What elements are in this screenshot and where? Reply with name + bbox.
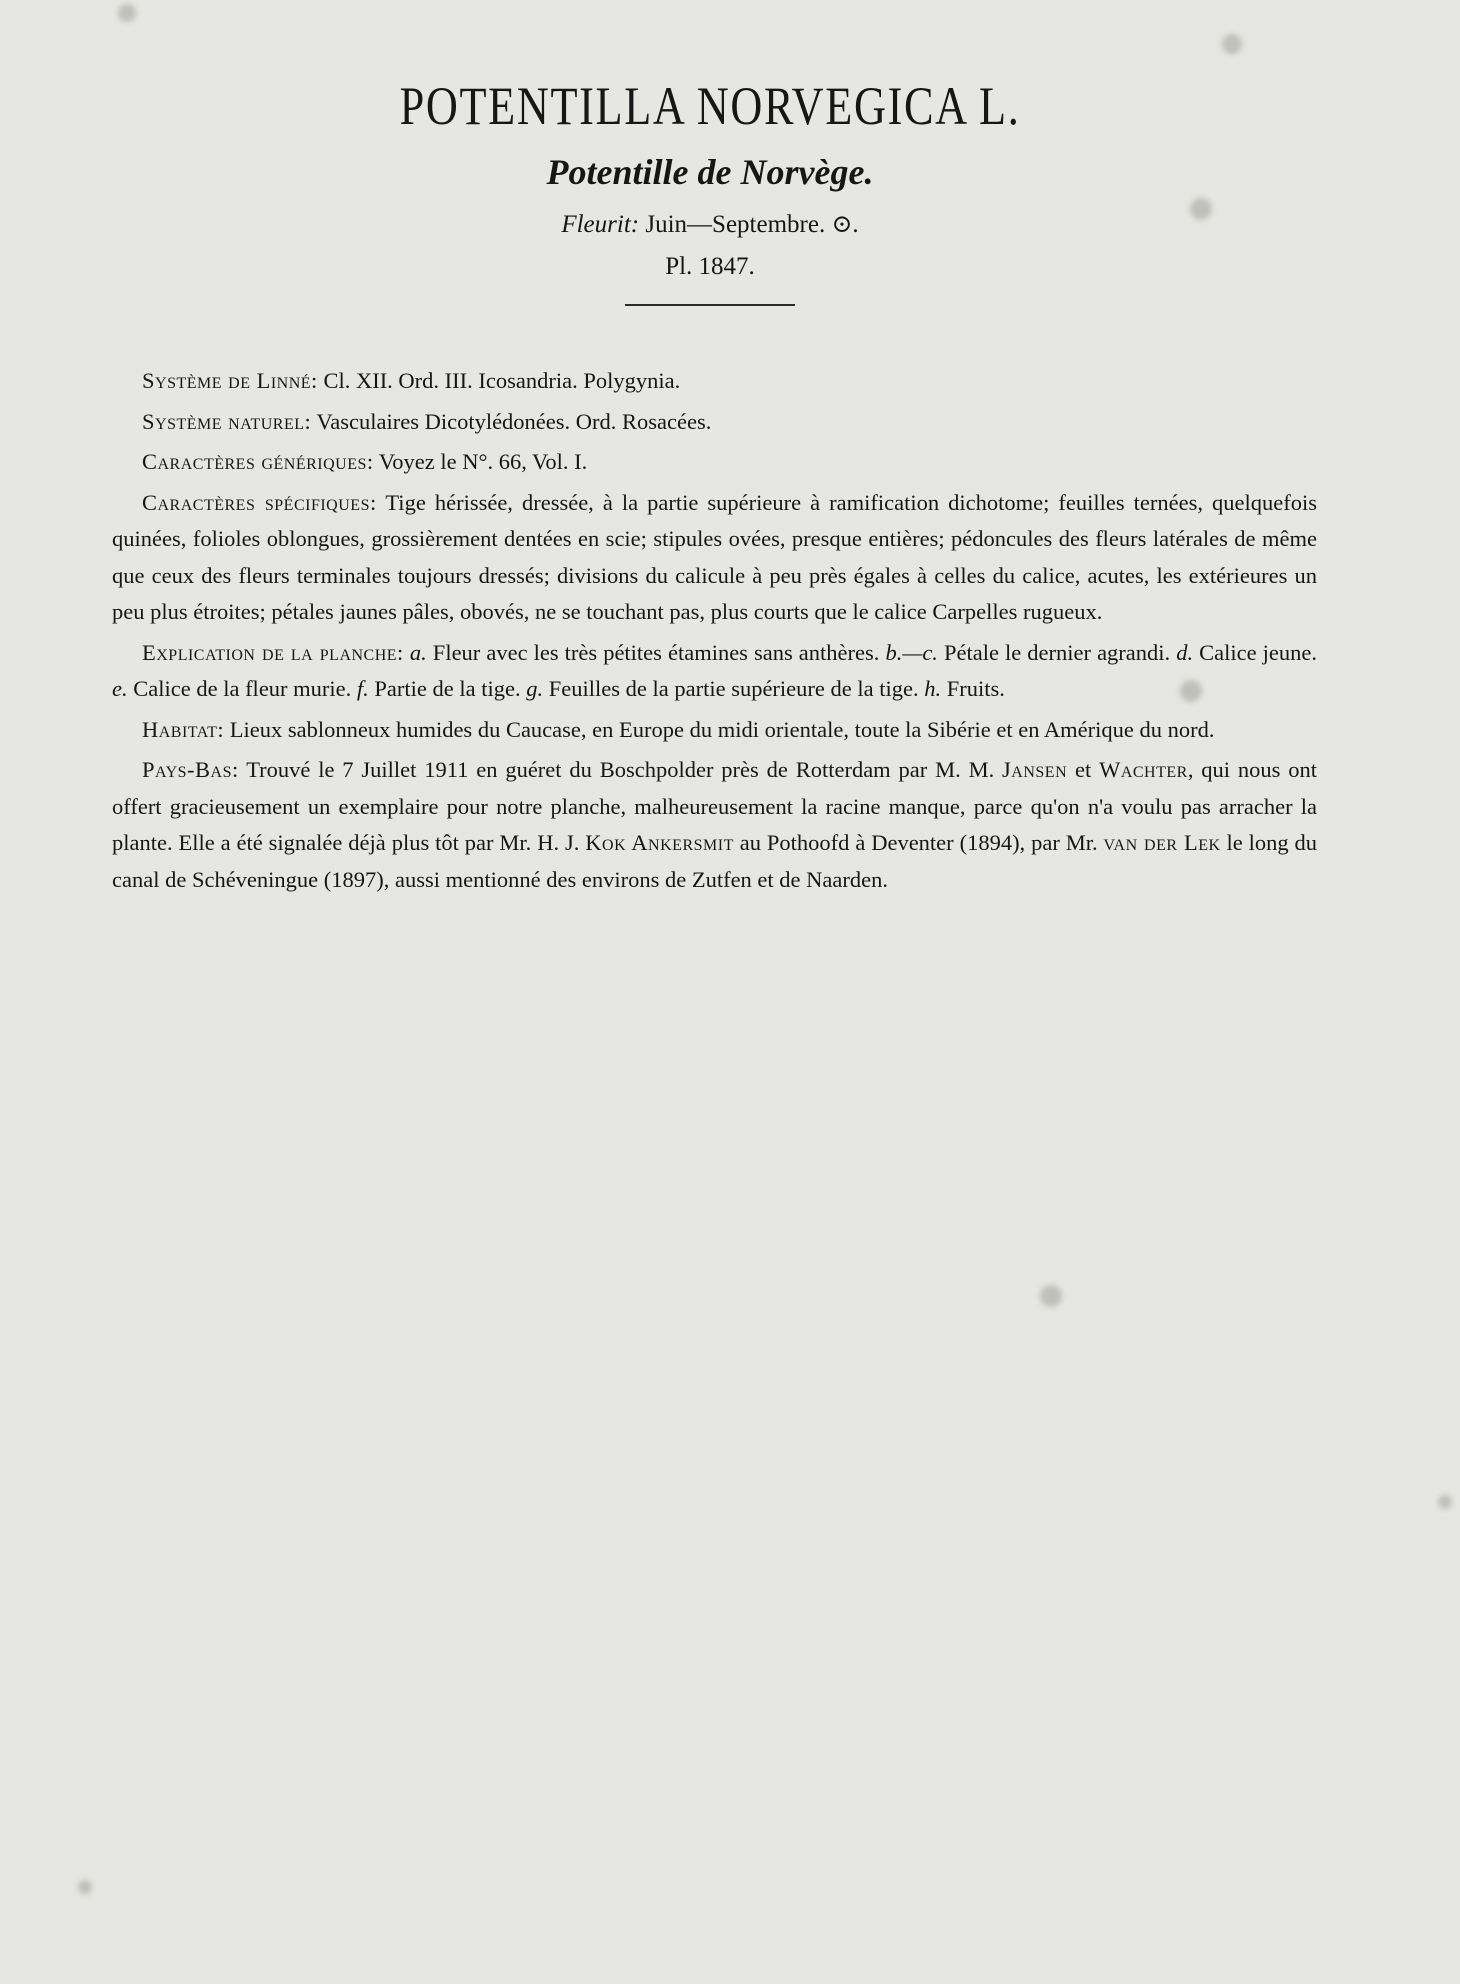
section-paragraph [112,635,1317,708]
section-label: Pays-Bas: [142,757,239,782]
person-name: Kok Ankersmit [585,830,734,855]
person-name: Jansen [1002,757,1068,782]
smudge-mark [1222,34,1242,54]
person-name: Wachter [1099,757,1188,782]
section-paragraph [112,444,1317,481]
person-name: van der Lek [1103,830,1221,855]
section-text: Tige hérissée, dressée, à la partie supérieure à ramification dichotome; feuilles ternées, quelquefois quinées, folioles oblongues, grossièrement dentées en scie; stipules ovées, presque entières; pédoncules des fleurs latérales de même que ceux des fleurs terminales toujours dressés; divisions du calicule à peu près égales à celles du calice, acutes, les extérieures un peu plus étroites; pétales jaunes pâles, obovés, ne se touchant pas, plus courts que le calice Carpelles rugueux. [112,489,1318,624]
section-text: et [1067,757,1100,782]
section-label: Caractères génériques: [142,449,374,474]
figure-letter: f. [356,676,369,701]
page-header [0,70,1420,306]
smudge-mark [78,1880,92,1894]
section-text: Lieux sablonneux humides du Caucase, en Europe du midi orientale, toute la Sibérie et en Amérique du nord. [229,716,1215,742]
section-label: Habitat: [142,716,225,742]
section-text: Calice de la fleur murie. [127,676,357,701]
section-paragraph [112,404,1317,441]
figure-letter: e. [112,676,128,701]
section-text: Trouvé le 7 Juillet 1911 en guéret du Boschpolder près de Rotterdam par M. M. [246,757,1003,782]
section-text: Calice jeune. [1193,639,1318,665]
section-label: Caractères spécifiques: [142,489,377,515]
section-label: Système naturel: [142,408,312,434]
figure-letter: b.—c. [885,639,938,665]
section-text: au Pothoofd à Deventer (1894), par Mr. [733,830,1104,855]
section-paragraph [112,752,1317,898]
section-paragraph [112,363,1317,400]
page-title: POTENTILLA NORVEGICA L. [399,76,1021,136]
smudge-mark [1040,1285,1062,1307]
flowering-line [0,208,1420,242]
figure-letter: g. [526,676,544,701]
section-text: Fruits. [941,676,1005,701]
section-text: Cl. XII. Ord. III. Icosandria. Polygynia. [323,368,681,393]
smudge-mark [118,4,136,22]
header-divider [625,304,795,306]
section-text: Vasculaires Dicotylédonées. Ord. Rosacées. [316,408,712,434]
section-text: Voyez le N°. 66, Vol. I. [378,449,588,474]
section-text: Partie de la tige. [368,676,527,701]
figure-letter: a. [409,639,427,665]
section-paragraph [112,712,1317,749]
figure-letter: h. [924,676,942,701]
section-label: Système de Linné: [142,368,318,393]
document-body [112,363,1317,902]
section-label: Explication de la planche: [142,639,404,665]
figure-letter: d. [1176,639,1194,665]
plate-number: Pl. 1847. [665,253,755,280]
section-text: Fleur avec les très pétites étamines sans anthères. [426,639,886,665]
section-text: , qui nous ont offert gracieusement un exemplaire pour notre planche, malheureusement la racine manque, parce qu'on n'a voulu pas arracher la plante. Elle a été signalée déjà plus tôt par Mr. H. J. [112,757,1317,855]
flowering-value: Juin—Septembre. ⊙. [645,211,859,238]
page-subtitle: Potentille de Norvège. [546,152,874,192]
flowering-label: Fleurit: [561,211,640,238]
section-paragraph [112,485,1317,631]
smudge-mark [1438,1495,1452,1509]
section-text: Feuilles de la partie supérieure de la tige. [543,676,925,701]
section-text: le long du canal de Schéveningue (1897), aussi mentionné des environs de Zutfen et de Naarden. [112,830,1317,892]
section-text: Pétale le dernier agrandi. [937,639,1177,665]
